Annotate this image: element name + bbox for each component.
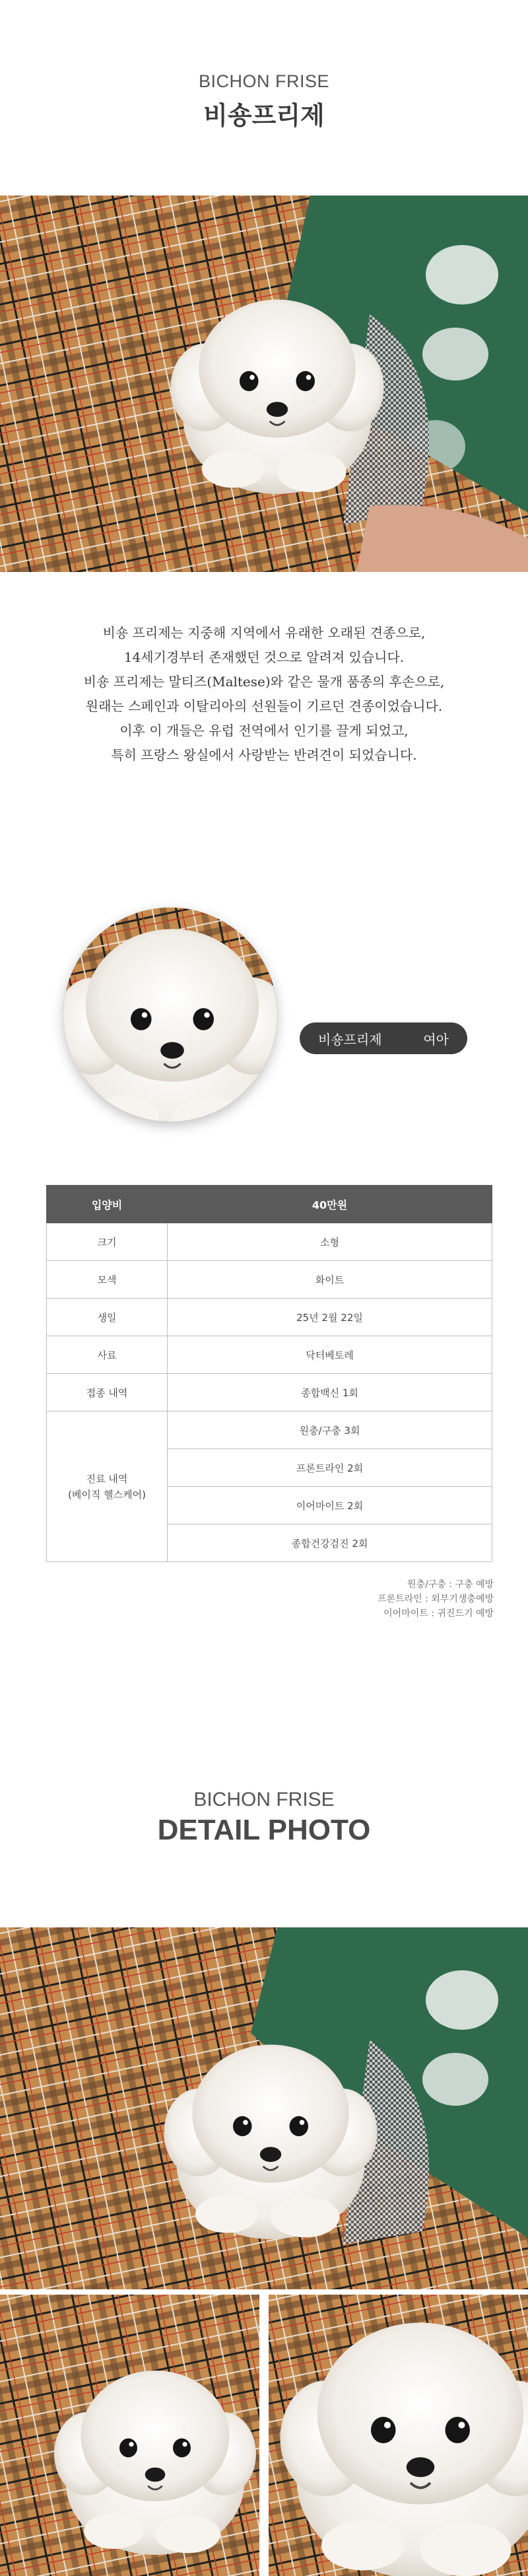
care-item: 종합건강검진 2회 <box>168 1524 492 1562</box>
footnote: 프론트라인 : 외부기생충예방 <box>378 1594 494 1604</box>
sex-label: 여아 <box>423 1031 449 1048</box>
row-label: 크기 <box>47 1223 168 1261</box>
info-table <box>46 1185 492 1562</box>
care-label-line: (베이직 헬스케어) <box>68 1488 146 1501</box>
footnotes <box>378 1577 494 1621</box>
table-header-value: 40만원 <box>168 1186 492 1223</box>
page-title: 비숑프리제 <box>203 101 325 130</box>
table-header-label: 입양비 <box>47 1186 168 1223</box>
care-label <box>47 1412 168 1562</box>
hero-photo <box>0 196 528 572</box>
row-value: 닥터베토레 <box>168 1336 492 1374</box>
table-header-row <box>47 1186 492 1223</box>
detail-photo-right <box>269 2295 528 2576</box>
profile-name-badge <box>300 1022 467 1054</box>
table-row <box>47 1223 492 1261</box>
header-eyebrow: BICHON FRISE <box>198 71 330 91</box>
table-row <box>47 1412 492 1449</box>
table-row <box>47 1374 492 1412</box>
table-row <box>47 1336 492 1374</box>
profile-photo <box>63 908 277 1122</box>
row-label: 모색 <box>47 1261 168 1299</box>
care-item: 원충/구충 3회 <box>168 1412 492 1449</box>
row-label: 생일 <box>47 1299 168 1336</box>
row-value: 화이트 <box>168 1261 492 1299</box>
row-value: 종합백신 1회 <box>168 1374 492 1412</box>
detail-photo-main <box>0 1927 528 2289</box>
row-value: 25년 2월 22일 <box>168 1299 492 1336</box>
detail-title: DETAIL PHOTO <box>157 1814 371 1846</box>
intro-line: 14세기경부터 존재했던 것으로 알려져 있습니다. <box>123 649 405 665</box>
footnote: 이어마이트 : 귀진드기 예방 <box>383 1608 494 1619</box>
intro-line: 이후 이 개들은 유럽 전역에서 인기를 끌게 되었고, <box>119 723 409 738</box>
table-row <box>47 1299 492 1336</box>
footnote: 원충/구충 : 구충 예방 <box>407 1579 494 1590</box>
table-row <box>47 1261 492 1299</box>
intro-line: 원래는 스페인과 이탈리아의 선원들이 기르던 견종이었습니다. <box>85 698 443 714</box>
care-item: 이어마이트 2회 <box>168 1487 492 1524</box>
care-label-line: 진료 내역 <box>86 1472 128 1485</box>
intro-text <box>0 621 528 768</box>
intro-line: 비숑 프리제는 지중해 지역에서 유래한 오래된 견종으로, <box>102 625 426 641</box>
row-value: 소형 <box>168 1223 492 1261</box>
row-label: 사료 <box>47 1336 168 1374</box>
detail-eyebrow: BICHON FRISE <box>193 1789 335 1810</box>
intro-line: 특히 프랑스 왕실에서 사랑받는 반려견이 되었습니다. <box>111 747 417 763</box>
row-label: 접종 내역 <box>47 1374 168 1412</box>
detail-photo-left <box>0 2295 259 2576</box>
intro-line: 비숑 프리제는 말티즈(Maltese)와 같은 물개 품종의 후손으로, <box>83 674 445 690</box>
breed-label: 비숑프리제 <box>318 1031 382 1048</box>
care-item: 프론트라인 2회 <box>168 1449 492 1487</box>
